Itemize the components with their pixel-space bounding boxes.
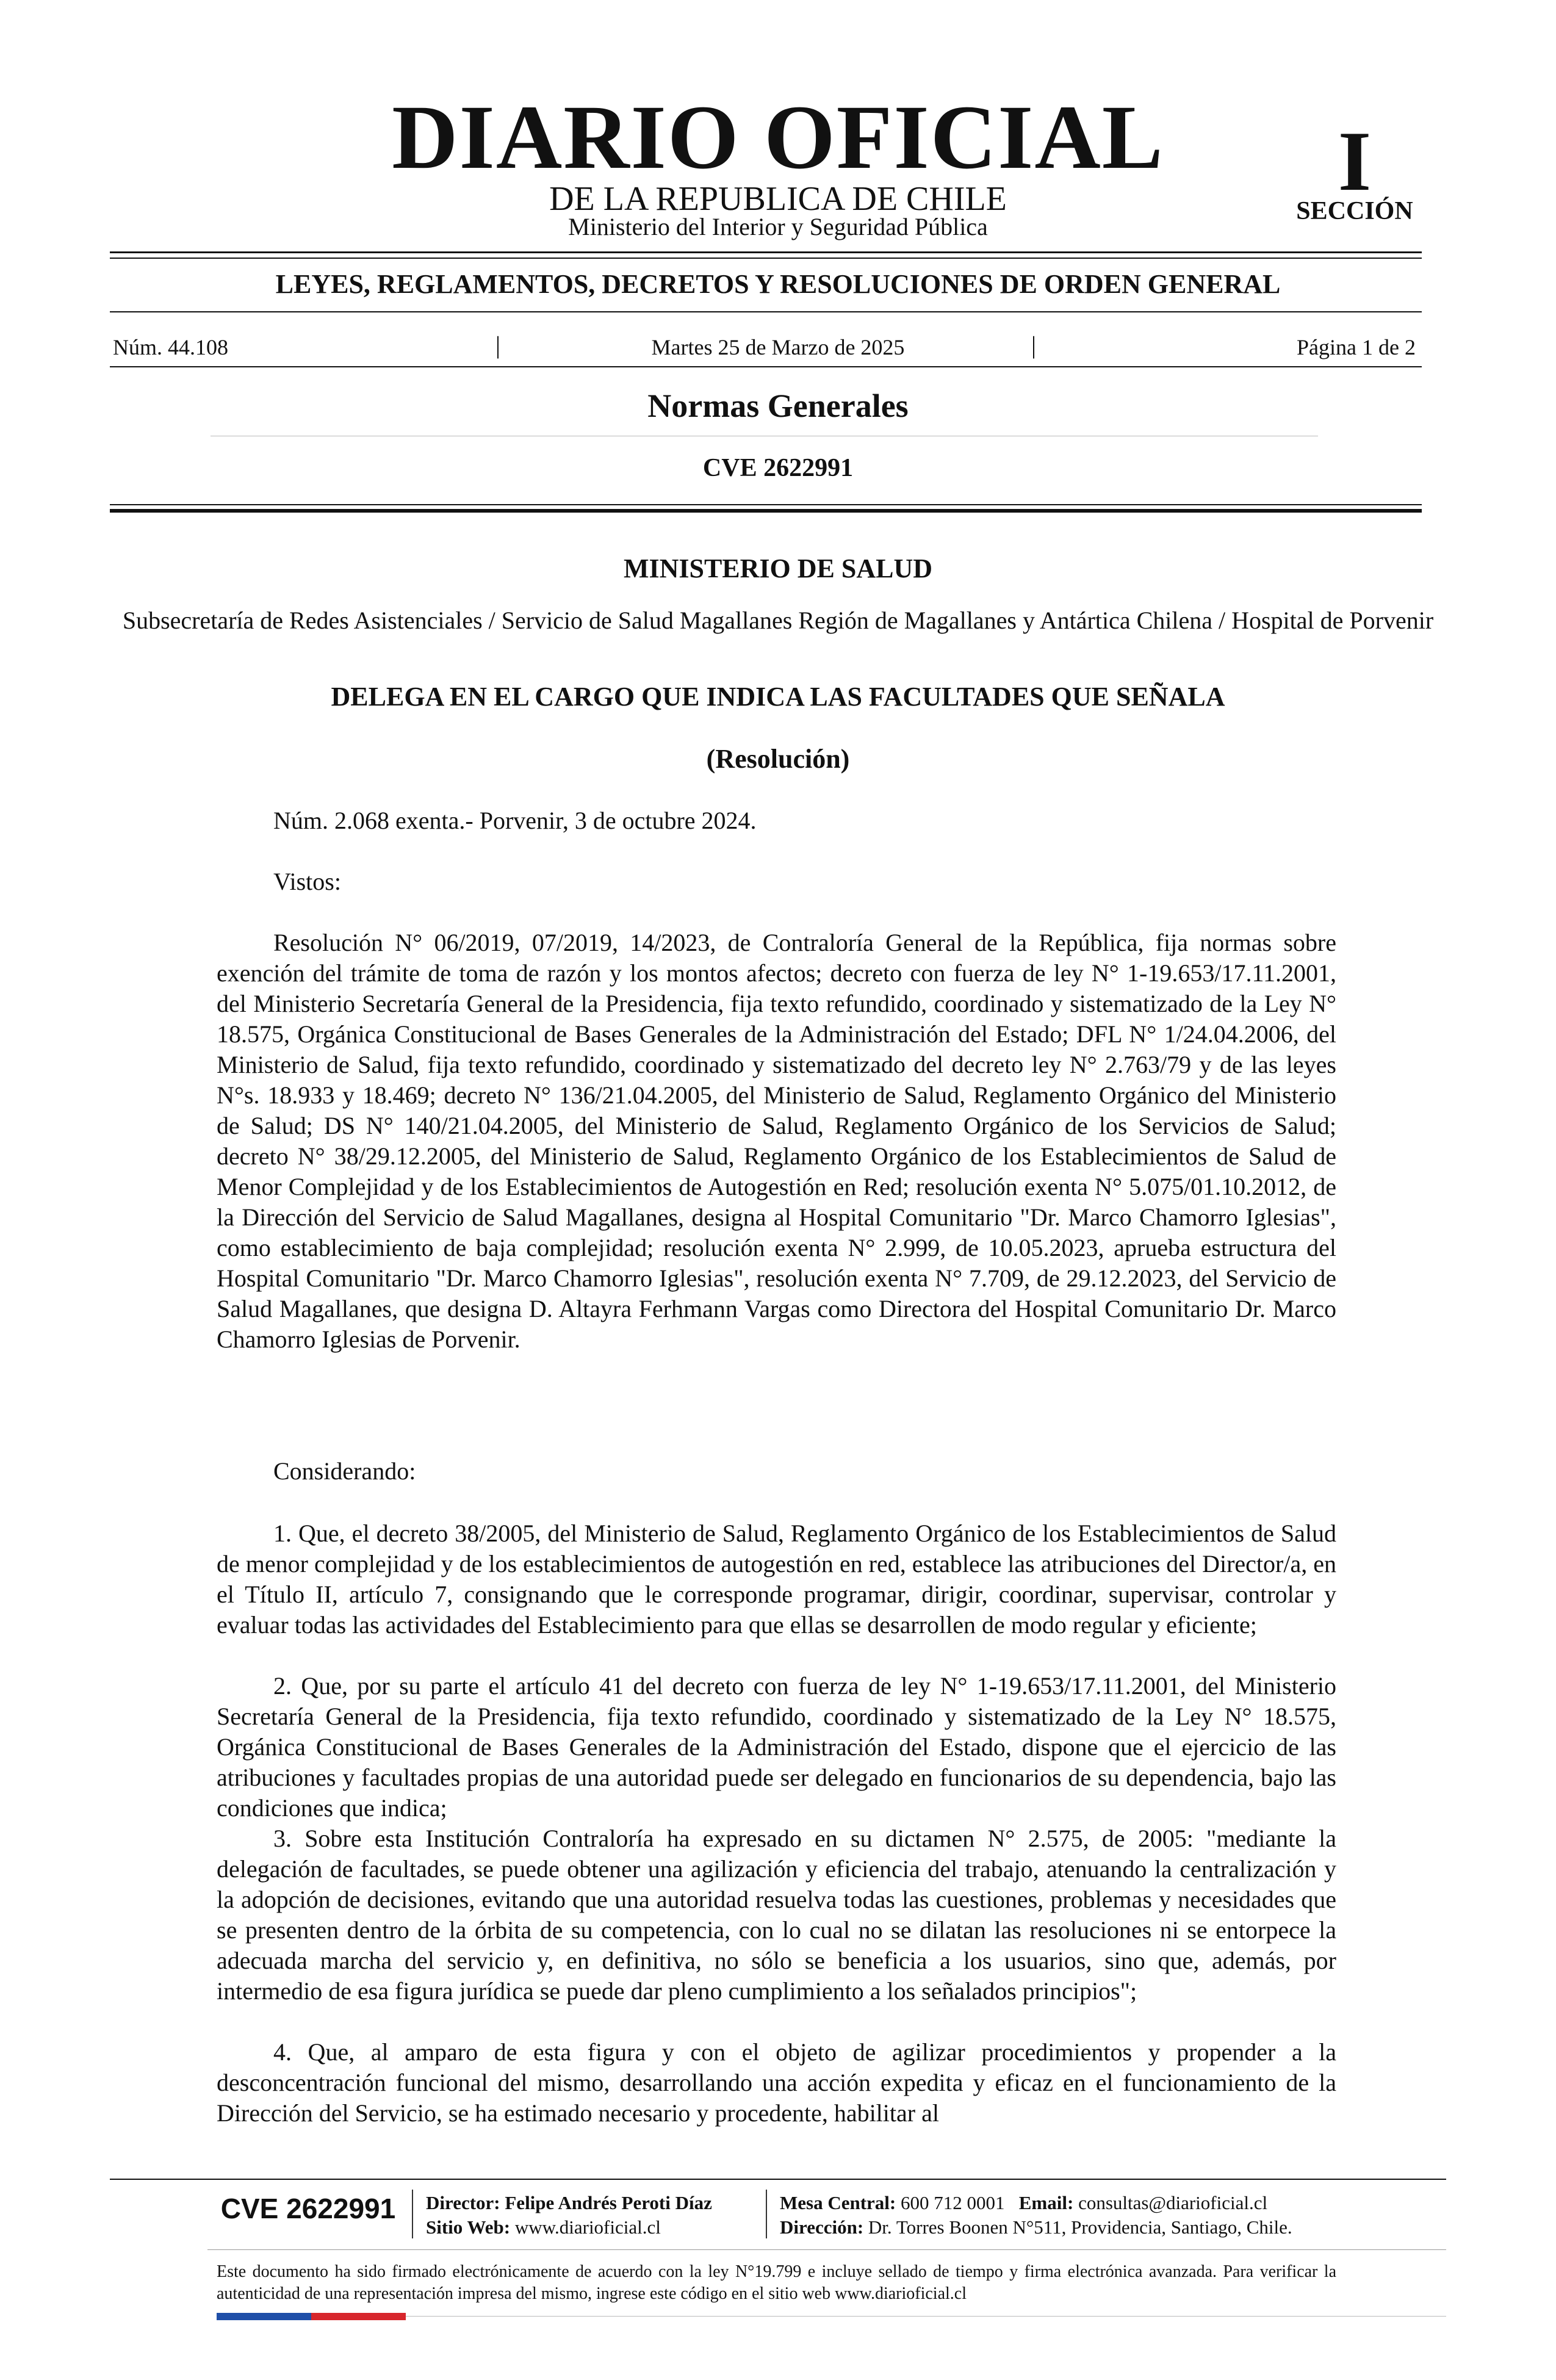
subsecretaria-line: Subsecretaría de Redes Asistenciales / Servicio de Salud Magallanes Región de Magallanes y Antártica Chilena / Hospital de Porvenir: [122, 607, 1434, 634]
mesa-label: Mesa Central:: [780, 2192, 896, 2213]
issue-number: Núm. 44.108: [113, 335, 228, 359]
footer-divider: [412, 2190, 413, 2238]
vistos-label: Vistos:: [273, 868, 341, 895]
meta-separator: |: [495, 331, 501, 359]
considerando-item: 2. Que, por su parte el artículo 41 del decreto con fuerza de ley N° 1-19.653/17.11.2001, del Ministerio Secretaría General de la Presidencia, fija texto refundido, coordinado y sistematizado de la Ley N° 18.575, Orgánica Constitucional de Bases Generales de la Administración del Estado, dispone que el ejercicio de las atribuciones y facultades propias de una autoridad puede ser delegado en funcionarios de su dependencia, bajo las condiciones que indica;: [217, 1672, 1336, 1822]
footer-cve-code: CVE 2622991: [220, 2193, 396, 2224]
flag-line: [406, 2316, 1446, 2317]
address-label: Dirección:: [780, 2216, 864, 2238]
footer-divider: [766, 2190, 767, 2238]
ministry-heading: MINISTERIO DE SALUD: [623, 554, 933, 583]
page-indicator: Página 1 de 2: [1297, 335, 1416, 359]
footer-website: [426, 2215, 661, 2240]
issue-date: Martes 25 de Marzo de 2025: [651, 335, 905, 359]
email-label: Email:: [1018, 2192, 1074, 2213]
footer-contact: [780, 2191, 1267, 2215]
section-label: SECCIÓN: [1296, 197, 1413, 225]
meta-separator: |: [1031, 331, 1037, 359]
flag-stripe-red: [311, 2313, 406, 2320]
footer-thin-rule: [207, 2249, 1446, 2250]
website-link[interactable]: www.diarioficial.cl: [514, 2216, 661, 2238]
vistos-paragraph: Resolución N° 06/2019, 07/2019, 14/2023, de Contraloría General de la República, fija normas sobre exención del trámite de toma de razón y los montos afectos; decreto con fuerza de ley N° 1-19.653/17.11.2001, del Ministerio Secretaría General de la Presidencia, fija texto refundido, coordinado y sistematizado de la Ley N° 18.575, Orgánica Constitucional de Bases Generales de la Administración del Estado; DFL N° 1/24.04.2006, del Ministerio de Salud, fija texto refundido, coordinado y sistematizado del decreto ley N° 2.763/79 y de las leyes N°s. 18.933 y 18.469; decreto N° 136/21.04.2005, del Ministerio de Salud, Reglamento Orgánico del Ministerio de Salud; DS N° 140/21.04.2005, del Ministerio de Salud, Reglamento Orgánico de los Servicios de Salud; decreto N° 38/29.12.2005, del Ministerio de Salud, Reglamento Orgánico de los Establecimientos de Salud de Menor Complejidad y de los Establecimientos de Autogestión en Red; resolución exenta N° 5.075/01.10.2012, de la Dirección del Servicio de Salud Magallanes, designa al Hospital Comunitario "Dr. Marco Chamorro Iglesias", como establecimiento de baja complejidad; resolución exenta N° 2.999, de 10.05.2023, aprueba estructura del Hospital Comunitario "Dr. Marco Chamorro Iglesias", resolución exenta N° 7.709, de 29.12.2023, del Servicio de Salud Magallanes, que designa D. Altayra Ferhmann Vargas como Directora del Hospital Comunitario Dr. Marco Chamorro Iglesias de Porvenir.: [217, 929, 1336, 1353]
footer-address: [780, 2215, 1292, 2240]
meta-rule: [110, 366, 1422, 367]
director-label: Director:: [426, 2192, 500, 2213]
footer-director: [426, 2191, 712, 2215]
mesa-phone: 600 712 0001: [901, 2192, 1005, 2213]
footer-rule: [110, 2179, 1446, 2180]
header-rule: [110, 504, 1422, 505]
website-label: Sitio Web:: [426, 2216, 511, 2238]
banner: LEYES, REGLAMENTOS, DECRETOS Y RESOLUCIONES DE ORDEN GENERAL: [275, 269, 1281, 299]
resolution-title: DELEGA EN EL CARGO QUE INDICA LAS FACULTADES QUE SEÑALA: [331, 682, 1225, 712]
director-name: Felipe Andrés Peroti Díaz: [505, 2192, 712, 2213]
masthead-rule-thin: [110, 258, 1422, 259]
email-link[interactable]: consultas@diarioficial.cl: [1078, 2192, 1268, 2213]
flag-stripe-blue: [217, 2313, 311, 2320]
section-number: I: [1338, 114, 1372, 209]
masthead-subtitle: DE LA REPUBLICA DE CHILE: [549, 180, 1007, 218]
masthead-title: DIARIO OFICIAL: [392, 87, 1164, 188]
category-heading: Normas Generales: [647, 388, 909, 424]
considerando-item: 4. Que, al amparo de esta figura y con el objeto de agilizar procedimientos y propender a la desconcentración funcional del mismo, desarrollando una acción expedita y eficaz en el funcionamiento de la Dirección del Servicio, se ha estimado necesario y procedente, habilitar al: [217, 2038, 1336, 2127]
considerando-item: 3. Sobre esta Institución Contraloría ha expresado en su dictamen N° 2.575, de 2005: "mediante la delegación de facultades, se puede obtener una agilización y eficiencia del trabajo, atenuando la centralización y la adopción de decisiones, evitando que una autoridad resuelva todas las cuestiones, problemas y necesidades que se presenten dentro de la órbita de su competencia, con lo cual no se dilatan las resoluciones ni se entorpece la adecuada marcha del servicio y, en definitiva, no sólo se beneficia a los usuarios, sino que, además, por intermedio de esa figura jurídica se puede dar pleno cumplimiento a los señalados principios";: [217, 1825, 1336, 2005]
resolution-number-line: Núm. 2.068 exenta.- Porvenir, 3 de octubre 2024.: [273, 807, 757, 834]
considerando-item: 1. Que, el decreto 38/2005, del Ministerio de Salud, Reglamento Orgánico de los Establecimientos de Salud de menor complejidad y de los establecimientos de autogestión en red, establece las atribuciones del Director/a, en el Título II, artículo 7, consignando que le corresponde programar, dirigir, coordinar, supervisar, controlar y evaluar todas las actividades del Establecimiento para que ellas se desarrollen de modo regular y eficiente;: [217, 1520, 1336, 1639]
banner-rule: [110, 311, 1422, 312]
considerando-label: Considerando:: [273, 1457, 416, 1485]
cve-code: CVE 2622991: [702, 454, 854, 482]
resolution-type: (Resolución): [706, 744, 850, 774]
masthead-rule: [110, 251, 1422, 253]
address-value: Dr. Torres Boonen N°511, Providencia, Santiago, Chile.: [868, 2216, 1292, 2238]
legal-notice: Este documento ha sido firmado electrónicamente de acuerdo con la ley N°19.799 e incluye sellado de tiempo y firma electrónica avanzada. Para verificar la autenticidad de una representación impresa del mismo, ingrese este código en el sitio web www.diarioficial.cl: [217, 2262, 1336, 2303]
masthead-ministry: Ministerio del Interior y Seguridad Pública: [568, 213, 988, 240]
header-rule-thick: [110, 509, 1422, 513]
